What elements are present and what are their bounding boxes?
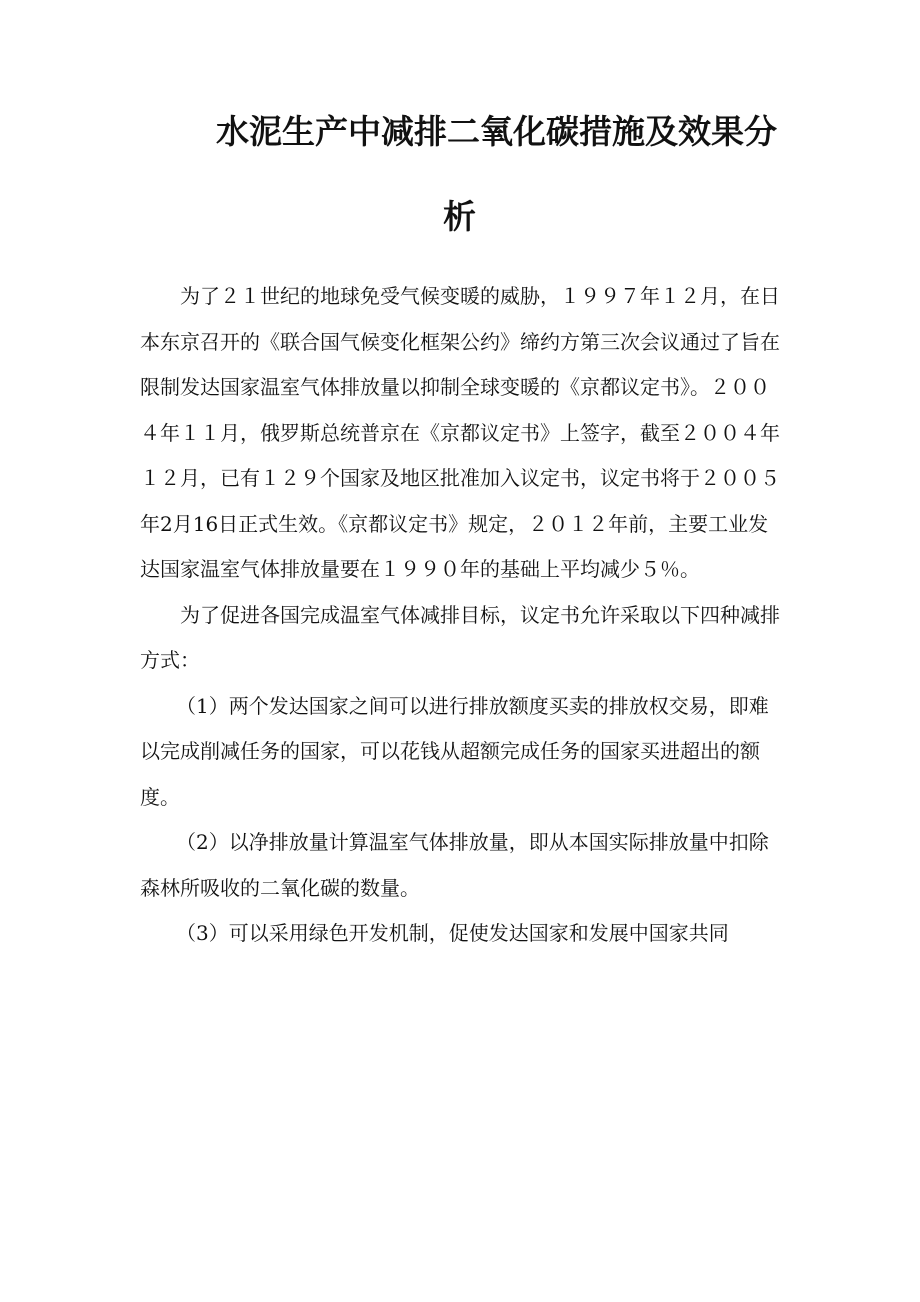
paragraph-method-2-net-emissions: （2）以净排放量计算温室气体排放量，即从本国实际排放量中扣除森林所吸收的二氧化碳的数量。 [140, 830, 769, 900]
document-title-line-1: 水泥生产中减排二氧化碳措施及效果分 [216, 112, 777, 151]
paragraph-method-3-green-development: （3）可以采用绿色开发机制，促使发达国家和发展中国家共同 [176, 921, 729, 945]
document-title-line-2: 析 [443, 197, 476, 236]
paragraph-kyoto-protocol: 为了２１世纪的地球免受气候变暖的威胁，１９９７年１２月，在日本东京召开的《联合国气候变化框架公约》缔约方第三次会议通过了旨在限制发达国家温室气体排放量以抑制全球变暖的《京都议定书》。２００４年１１月，俄罗斯总统普京在《京都议定书》上签字，截至２００４年１２月，已有１２９个国家及地区批准加入议定书，议定书将于２００５年2月16日正式生效。《京都议定书》规定，２０１２年前，主要工业发达国家温室气体排放量要在１９９０年的基础上平均减少５％。 [140, 284, 780, 581]
paragraph-reduction-methods-intro: 为了促进各国完成温室气体减排目标，议定书允许采取以下四种减排方式： [140, 602, 780, 672]
document-body [140, 274, 788, 957]
paragraph-method-1-emission-trading: （1）两个发达国家之间可以进行排放额度买卖的排放权交易，即难以完成削减任务的国家，可以花钱从超额完成任务的国家买进超出的额度。 [140, 693, 769, 809]
